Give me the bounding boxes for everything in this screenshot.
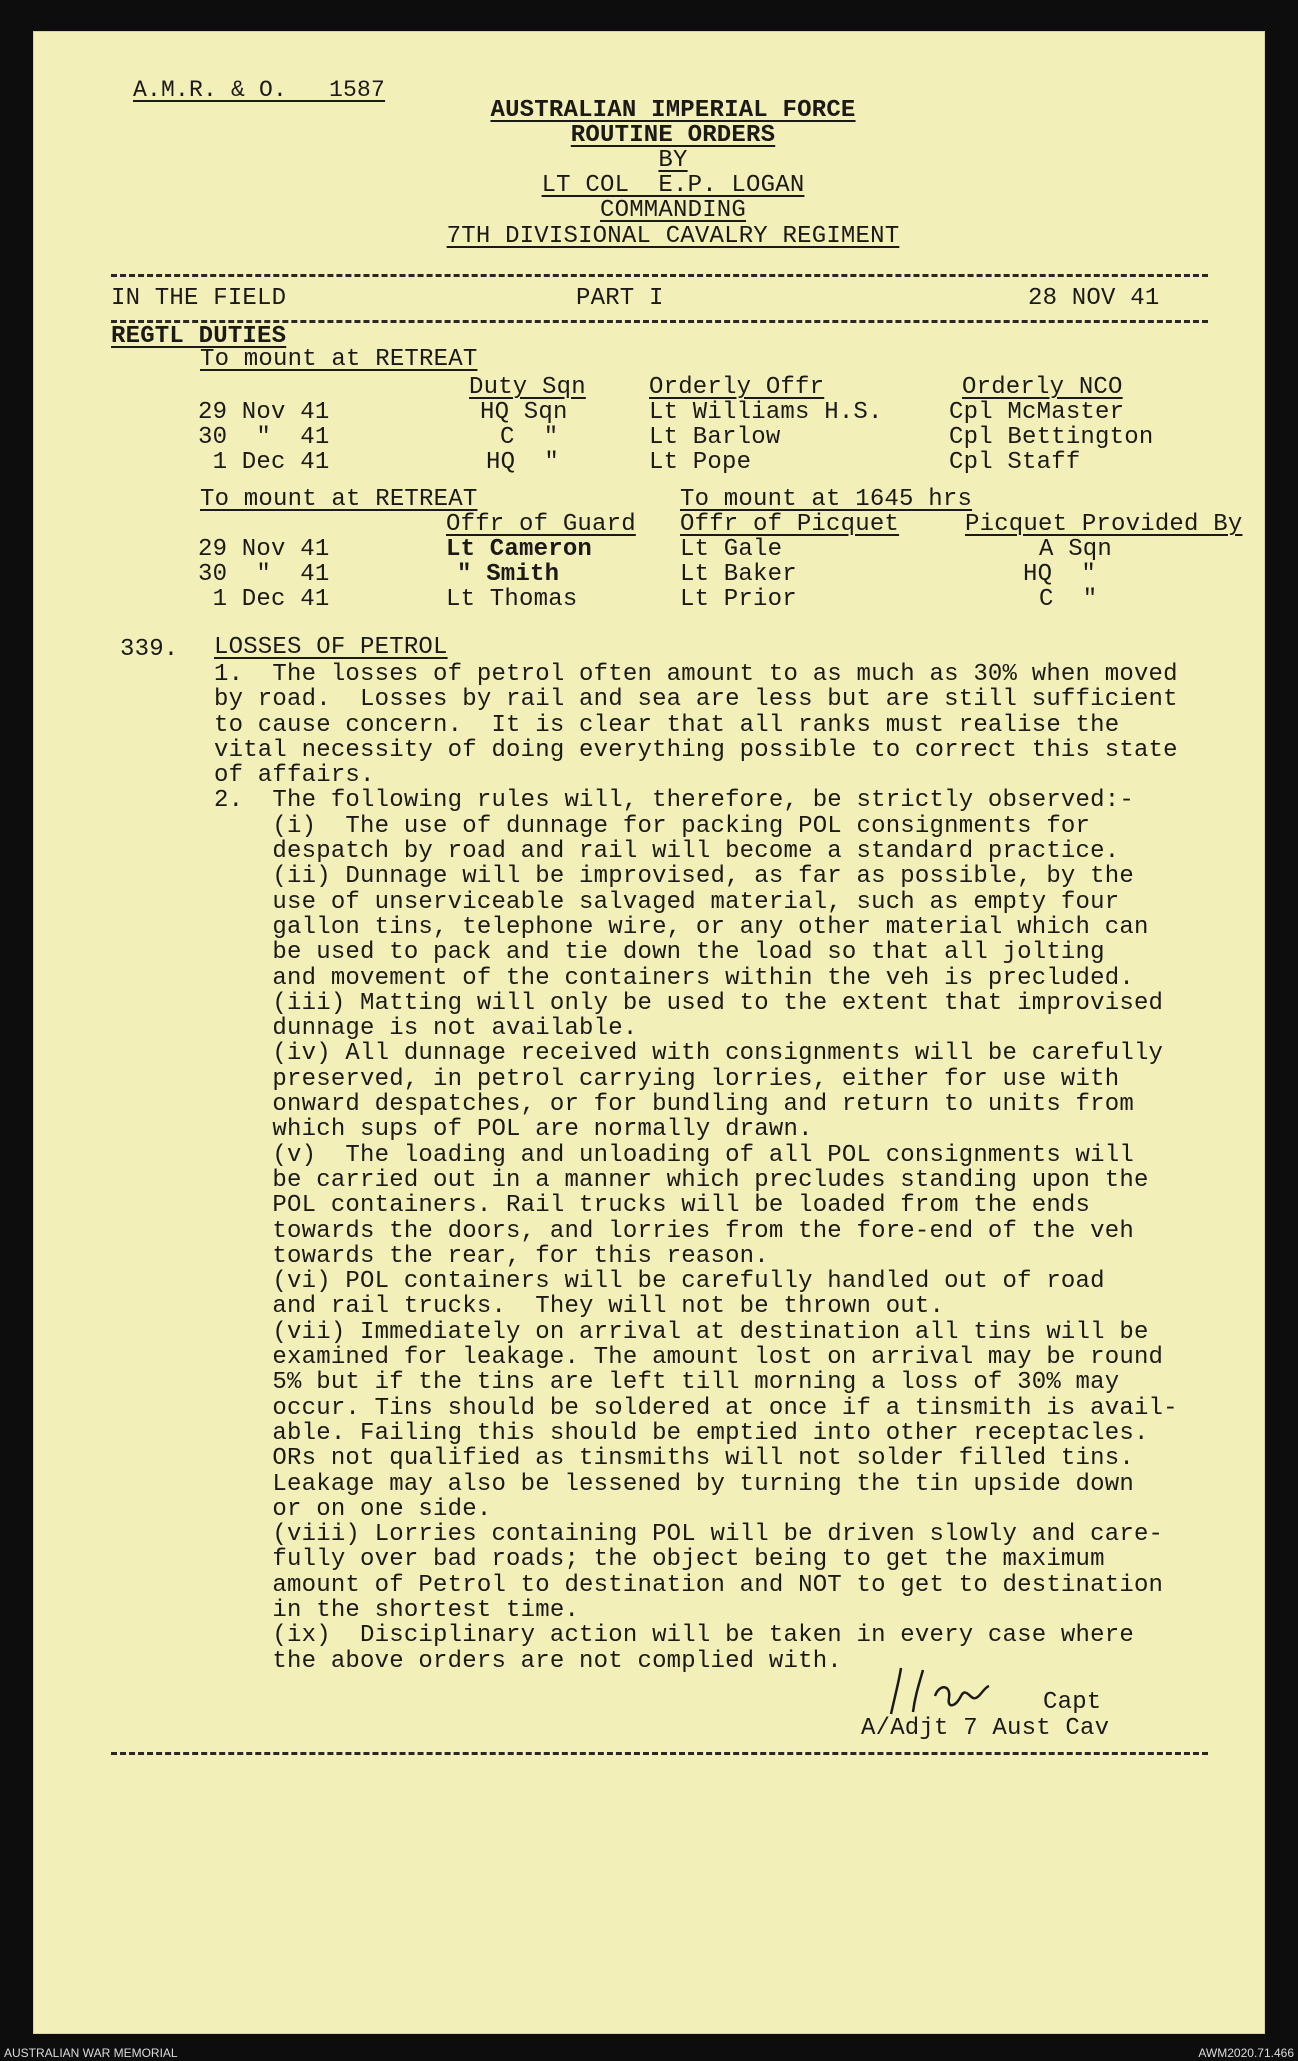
col-offr-of-picquet: Offr of Picquet	[680, 511, 900, 538]
picquet-provided-by: A Sqn	[1039, 536, 1113, 563]
header-line-4: LT COL E.P. LOGAN	[541, 172, 805, 199]
picquet-provided-by: HQ "	[1023, 561, 1097, 588]
header-line-6: 7TH DIVISIONAL CAVALRY REGIMENT	[446, 223, 900, 250]
orderly-offr: Lt Williams H.S.	[649, 399, 883, 426]
order-line: examined for leakage. The amount lost on arrival may be round	[214, 1344, 1164, 1372]
orderly-offr: Lt Barlow	[649, 424, 781, 451]
order-line: amount of Petrol to destination and NOT to get to destination	[214, 1571, 1164, 1599]
order-line: fully over bad roads; the object being to get the maximum	[214, 1546, 1105, 1574]
offr-of-guard: Lt Cameron	[446, 536, 593, 563]
order-line: 1. The losses of petrol often amount to as much as 30% when moved	[214, 661, 1178, 688]
picquet-provided-by: C "	[1039, 586, 1098, 613]
signatory-rank: Capt	[1043, 1689, 1102, 1716]
order-line: (vi) POL containers will be carefully handled out of road	[214, 1268, 1105, 1296]
guard-date: 30 " 41	[198, 561, 330, 588]
offr-of-picquet: Lt Baker	[680, 561, 797, 588]
order-line: which sups of POL are normally drawn.	[214, 1116, 813, 1144]
order-line: occur. Tins should be soldered at once if a tinsmith is avail-	[214, 1394, 1178, 1422]
header-line-2: ROUTINE ORDERS	[570, 122, 776, 149]
guard-date: 29 Nov 41	[198, 536, 330, 563]
offr-of-picquet: Lt Prior	[680, 586, 797, 613]
order-date: 28 NOV 41	[1028, 285, 1160, 312]
order-number: 339.	[120, 636, 179, 663]
duty-sqn: C "	[500, 424, 559, 451]
order-line: onward despatches, or for bundling and return to units from	[214, 1091, 1134, 1119]
order-line: (vii) Immediately on arrival at destination all tins will be	[214, 1318, 1149, 1346]
order-line: gallon tins, telephone wire, or any other material which can	[214, 913, 1149, 941]
offr-of-guard: Lt Thomas	[446, 586, 578, 613]
order-line: (v) The loading and unloading of all POL consignments will	[214, 1141, 1134, 1169]
order-line: of affairs.	[214, 762, 375, 790]
part-label: PART I	[576, 285, 664, 312]
document-sheet	[33, 31, 1265, 2034]
order-line: use of unserviceable salvaged material, such as empty four	[214, 888, 1120, 916]
order-line: Leakage may also be lessened by turning the tin upside down	[214, 1470, 1134, 1498]
order-line: (ii) Dunnage will be improvised, as far as possible, by the	[214, 863, 1134, 891]
location-line: IN THE FIELD	[111, 285, 287, 312]
duties-section-1-title: To mount at RETREAT	[200, 346, 478, 373]
orderly-nco: Cpl McMaster	[949, 399, 1125, 426]
duty-date: 30 " 41	[198, 424, 330, 451]
order-line: dunnage is not available.	[214, 1015, 638, 1043]
duty-sqn: HQ Sqn	[480, 399, 568, 426]
order-line: (viii) Lorries containing POL will be driven slowly and care-	[214, 1521, 1164, 1549]
order-line: towards the rear, for this reason.	[214, 1242, 769, 1270]
footer-source: AUSTRALIAN WAR MEMORIAL	[4, 2046, 178, 2060]
order-line: able. Failing this should be emptied into other receptacles.	[214, 1419, 1149, 1447]
top-rule	[111, 274, 1208, 277]
duties-heading: REGTL DUTIES	[111, 323, 287, 350]
order-line: in the shortest time.	[214, 1596, 580, 1624]
duty-sqn: HQ "	[486, 449, 560, 476]
order-body	[214, 662, 1234, 1674]
bottom-rule	[111, 1752, 1208, 1755]
duties-section-2-title: To mount at RETREAT	[200, 486, 478, 513]
order-line: vital necessity of doing everything possible to correct this state	[214, 736, 1178, 764]
col-duty-sqn: Duty Sqn	[469, 374, 586, 401]
orderly-offr: Lt Pope	[649, 449, 752, 476]
order-line: to cause concern. It is clear that all ranks must realise the	[214, 711, 1120, 739]
header-line-5: COMMANDING	[599, 197, 747, 224]
col-offr-of-guard: Offr of Guard	[446, 511, 636, 538]
col-orderly-offr: Orderly Offr	[649, 374, 825, 401]
guard-date: 1 Dec 41	[198, 586, 330, 613]
col-picquet-provided-by: Picquet Provided By	[965, 511, 1243, 538]
order-line: or on one side.	[214, 1495, 492, 1523]
order-line: the above orders are not complied with.	[214, 1647, 842, 1675]
order-line: 2. The following rules will, therefore, be strictly observed:-	[214, 787, 1134, 815]
picquet-section-title: To mount at 1645 hrs	[680, 486, 973, 513]
order-line: (iii) Matting will only be used to the extent that improvised	[214, 989, 1164, 1017]
col-orderly-nco: Orderly NCO	[962, 374, 1123, 401]
signatory-appointment: A/Adjt 7 Aust Cav	[861, 1715, 1110, 1742]
order-line: by road. Losses by rail and sea are less but are still sufficient	[214, 686, 1178, 714]
offr-of-guard: " Smith	[457, 561, 560, 588]
footer-accession: AWM2020.71.466	[1198, 2046, 1294, 2060]
order-line: 5% but if the tins are left till morning a loss of 30% may	[214, 1369, 1120, 1397]
order-line: (ix) Disciplinary action will be taken in every case where	[214, 1622, 1134, 1650]
header-line-3: BY	[658, 147, 688, 174]
header-line-1: AUSTRALIAN IMPERIAL FORCE	[490, 97, 856, 124]
order-line: be carried out in a manner which precludes standing upon the	[214, 1166, 1149, 1194]
orderly-nco: Cpl Bettington	[949, 424, 1154, 451]
order-line: towards the doors, and lorries from the fore-end of the veh	[214, 1217, 1134, 1245]
order-title: LOSSES OF PETROL	[214, 634, 448, 661]
order-line: POL containers. Rail trucks will be loaded from the ends	[214, 1192, 1091, 1220]
order-line: (i) The use of dunnage for packing POL consignments for	[214, 812, 1091, 840]
duty-date: 29 Nov 41	[198, 399, 330, 426]
offr-of-picquet: Lt Gale	[680, 536, 783, 563]
order-line: be used to pack and tie down the load so that all jolting	[214, 939, 1105, 967]
reference-number: A.M.R. & O. 1587	[133, 77, 386, 103]
duty-date: 1 Dec 41	[198, 449, 330, 476]
order-line: and rail trucks. They will not be thrown out.	[214, 1293, 945, 1321]
order-line: despatch by road and rail will become a standard practice.	[214, 838, 1120, 866]
order-line: and movement of the containers within the veh is precluded.	[214, 964, 1134, 992]
order-line: preserved, in petrol carrying lorries, either for use with	[214, 1065, 1120, 1093]
orderly-nco: Cpl Staff	[949, 449, 1081, 476]
order-line: (iv) All dunnage received with consignments will be carefully	[214, 1040, 1164, 1068]
order-line: ORs not qualified as tinsmiths will not solder filled tins.	[214, 1445, 1134, 1473]
